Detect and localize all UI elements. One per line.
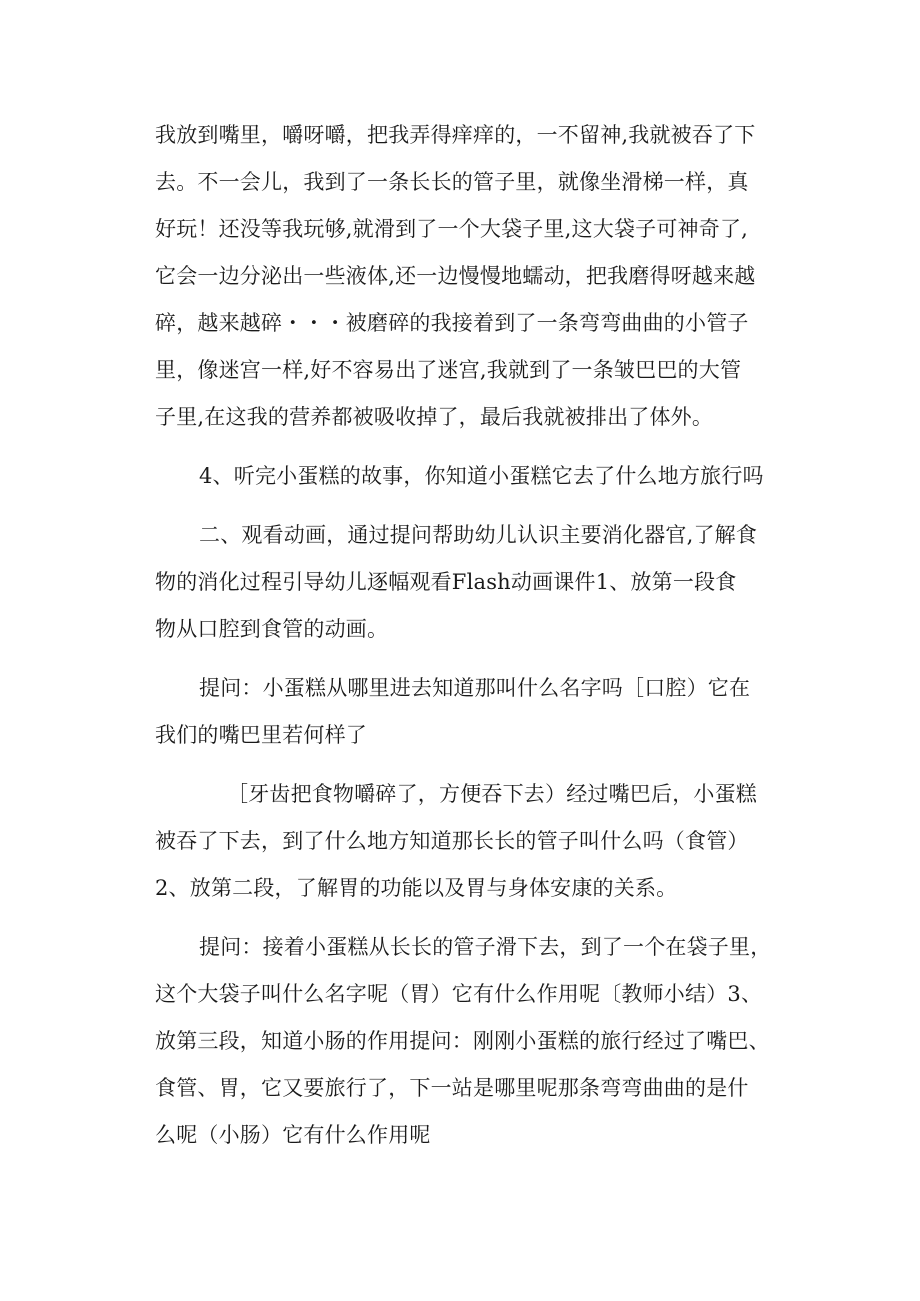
text-line: 提问：小蛋糕从哪里进去知道那叫什么名字吗［口腔）它在 [199, 676, 751, 700]
text-line: 2、放第二段，了解胃的功能以及胃与身体安康的关系。 [155, 876, 678, 900]
text-line: 提问：接着小蛋糕从长长的管子滑下去，到了一个在袋子里， [199, 935, 772, 959]
paragraph-answer-teeth [155, 771, 795, 912]
text-line: 4、听完小蛋糕的故事，你知道小蛋糕它去了什么地方旅行吗 [199, 464, 764, 488]
text-line: 我们的嘴巴里若何样了 [155, 723, 367, 747]
text-line: 这个大袋子叫什么名字呢（胃）它有什么作用呢〔教师小结）3、 [155, 982, 763, 1006]
text-line: 我放到嘴里，嚼呀嚼，把我弄得痒痒的，一不留神,我就被吞了下 [155, 123, 756, 147]
text-line: 好玩！还没等我玩够,就滑到了一个大袋子里,这大袋子可神奇了, [155, 217, 749, 241]
paragraph-question-4 [155, 453, 795, 500]
text-line: 么呢（小肠）它有什么作用呢 [155, 1123, 431, 1147]
text-line: 它会一边分泌出一些液体,还一边慢慢地蠕动，把我磨得呀越来越 [155, 264, 756, 288]
text-line: 去。不一会儿，我到了一条长长的管子里，就像坐滑梯一样，真 [155, 170, 749, 194]
text-line: ［牙齿把食物嚼碎了，方便吞下去）经过嘴巴后，小蛋糕 [227, 782, 757, 806]
text-line: 子里,在这我的营养都被吸收掉了，最后我就被排出了体外。 [155, 405, 714, 429]
paragraph-question-stomach [155, 924, 795, 1159]
text-line: 物从口腔到食管的动画。 [155, 617, 389, 641]
text-line: 物的消化过程引导幼儿逐幅观看Flash动画课件1、放第一段食 [155, 570, 737, 594]
paragraph-section-2 [155, 512, 795, 653]
document-body [155, 112, 795, 1171]
paragraph-story-continued [155, 112, 795, 441]
text-line: 里，像迷宫一样,好不容易出了迷宫,我就到了一条皱巴巴的大管 [155, 358, 742, 382]
text-line: 碎，越来越碎・・・被磨碎的我接着到了一条弯弯曲曲的小管子 [155, 311, 749, 335]
text-line: 二、观看动画，通过提问帮助幼儿认识主要消化器官,了解食 [199, 523, 758, 547]
text-line: 放第三段，知道小肠的作用提问：刚刚小蛋糕的旅行经过了嘴巴、 [155, 1029, 770, 1053]
paragraph-question-mouth [155, 665, 795, 759]
text-line: 被吞了下去，到了什么地方知道那长长的管子叫什么吗（食管） [155, 829, 749, 853]
text-line: 食管、胃，它又要旅行了，下一站是哪里呢那条弯弯曲曲的是什 [155, 1076, 749, 1100]
